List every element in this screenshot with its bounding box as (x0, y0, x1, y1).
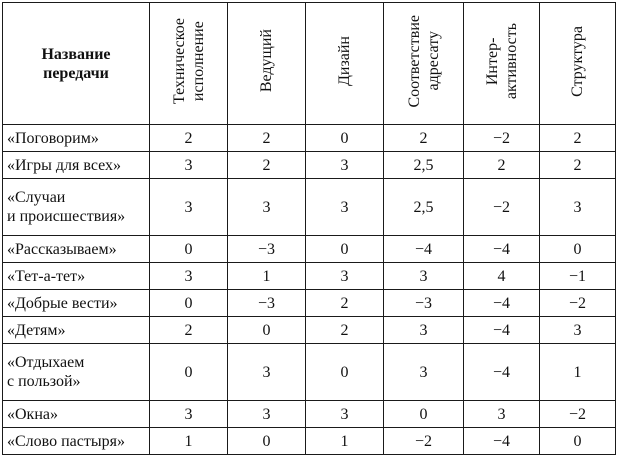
header-interactivity (464, 3, 540, 125)
cell-value: 0 (228, 317, 306, 344)
cell-value: 2 (540, 125, 616, 152)
cell-value: −3 (228, 236, 306, 263)
cell-value: 1 (150, 428, 228, 455)
cell-value: −2 (540, 401, 616, 428)
row-name: «Добрые вести» (3, 290, 150, 317)
cell-value: 0 (150, 290, 228, 317)
cell-value: 1 (540, 344, 616, 401)
header-row (3, 3, 616, 125)
cell-value: −2 (464, 125, 540, 152)
header-technical-label: Техническое исполнение (170, 17, 207, 105)
table-row (3, 263, 616, 290)
cell-value: 2 (228, 125, 306, 152)
cell-value: 3 (306, 263, 384, 290)
cell-value: 3 (150, 179, 228, 236)
table-row (3, 179, 616, 236)
cell-value: 4 (464, 263, 540, 290)
header-design-label: Дизайн (336, 35, 353, 87)
row-name: «Слово пастыря» (3, 428, 150, 455)
cell-value: 0 (540, 236, 616, 263)
cell-value: −4 (384, 236, 464, 263)
cell-value: 3 (464, 401, 540, 428)
row-name: «Рассказываем» (3, 236, 150, 263)
header-audience-fit-label: Соответствие адресату (405, 14, 442, 108)
cell-value: 0 (540, 428, 616, 455)
header-host-label: Ведущий (258, 29, 275, 93)
cell-value: −4 (464, 317, 540, 344)
row-name: «Тет-а-тет» (3, 263, 150, 290)
cell-value: 3 (540, 317, 616, 344)
cell-value: 0 (306, 236, 384, 263)
cell-value: −4 (464, 290, 540, 317)
table-row (3, 152, 616, 179)
cell-value: −4 (464, 428, 540, 455)
cell-value: 2 (384, 125, 464, 152)
cell-value: 2,5 (384, 152, 464, 179)
cell-value: 0 (306, 344, 384, 401)
row-name: «Поговорим» (3, 125, 150, 152)
cell-value: 1 (306, 428, 384, 455)
cell-value: 0 (306, 125, 384, 152)
cell-value: 3 (540, 179, 616, 236)
cell-value: −2 (464, 179, 540, 236)
ratings-table (2, 2, 616, 455)
table-row (3, 428, 616, 455)
cell-value: 3 (228, 401, 306, 428)
cell-value: −3 (384, 290, 464, 317)
row-name: «Окна» (3, 401, 150, 428)
cell-value: 0 (150, 344, 228, 401)
table-row (3, 317, 616, 344)
cell-value: 1 (228, 263, 306, 290)
cell-value: 2 (306, 317, 384, 344)
cell-value: 2 (150, 125, 228, 152)
header-technical (150, 3, 228, 125)
row-name: «Детям» (3, 317, 150, 344)
cell-value: 3 (150, 401, 228, 428)
header-program-name (3, 3, 150, 125)
cell-value: 0 (228, 428, 306, 455)
header-structure (540, 3, 616, 125)
cell-value: 3 (150, 263, 228, 290)
cell-value: 0 (384, 401, 464, 428)
cell-value: 2 (306, 290, 384, 317)
cell-value: 3 (384, 344, 464, 401)
header-design (306, 3, 384, 125)
table-row (3, 125, 616, 152)
row-name: «Отдыхаем с пользой» (3, 344, 150, 401)
header-audience-fit (384, 3, 464, 125)
cell-value: 3 (306, 152, 384, 179)
cell-value: 2 (228, 152, 306, 179)
cell-value: 0 (150, 236, 228, 263)
header-program-name-label: Название передачи (41, 45, 111, 82)
cell-value: 3 (384, 317, 464, 344)
table-row (3, 236, 616, 263)
cell-value: −2 (384, 428, 464, 455)
cell-value: 3 (150, 152, 228, 179)
cell-value: 3 (384, 263, 464, 290)
header-interactivity-label: Интер- активность (483, 22, 520, 100)
cell-value: 2 (540, 152, 616, 179)
table-row (3, 401, 616, 428)
table-row (3, 344, 616, 401)
row-name: «Игры для всех» (3, 152, 150, 179)
cell-value: 3 (306, 401, 384, 428)
cell-value: 2 (150, 317, 228, 344)
cell-value: 3 (228, 179, 306, 236)
header-host (228, 3, 306, 125)
cell-value: −1 (540, 263, 616, 290)
ratings-table-container (2, 2, 616, 455)
cell-value: −2 (540, 290, 616, 317)
header-structure-label: Структура (569, 25, 586, 97)
cell-value: 2 (464, 152, 540, 179)
cell-value: −4 (464, 344, 540, 401)
cell-value: 2,5 (384, 179, 464, 236)
cell-value: 3 (228, 344, 306, 401)
row-name: «Случаи и происшествия» (3, 179, 150, 236)
cell-value: −4 (464, 236, 540, 263)
table-row (3, 290, 616, 317)
cell-value: −3 (228, 290, 306, 317)
cell-value: 3 (306, 179, 384, 236)
